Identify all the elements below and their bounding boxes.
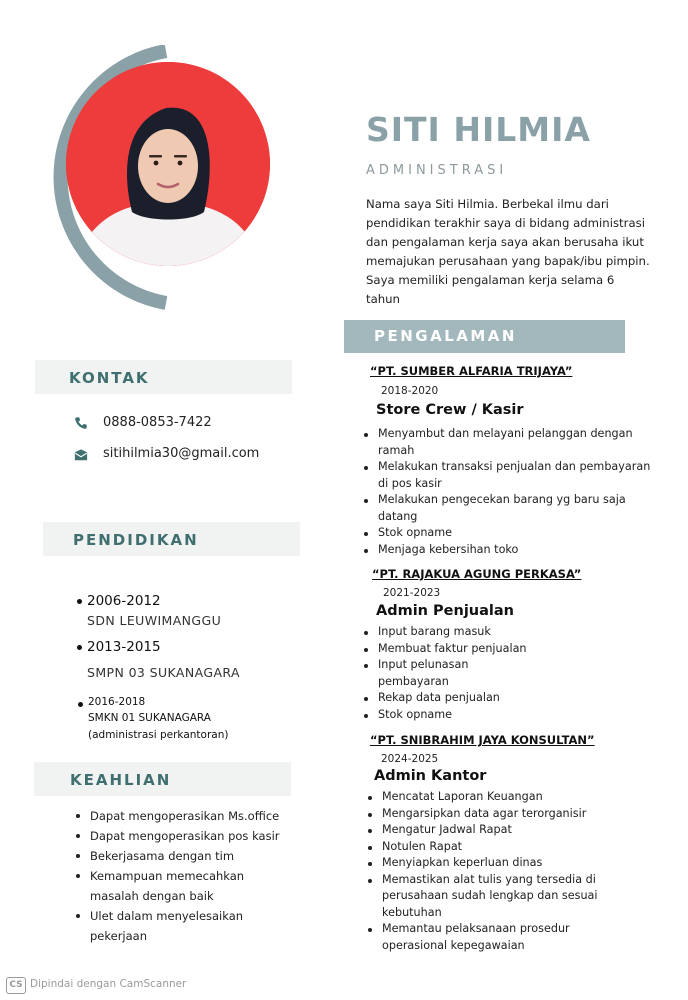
education-years: 2016-2018 bbox=[88, 696, 146, 708]
person-avatar-icon bbox=[66, 62, 270, 266]
profile-photo bbox=[66, 62, 270, 266]
skills-list bbox=[74, 806, 289, 946]
bullet-dot bbox=[77, 645, 82, 650]
job-years: 2024-2025 bbox=[381, 753, 439, 765]
education-note: (administrasi perkantoran) bbox=[88, 729, 229, 741]
job-task: Notulen Rapat bbox=[366, 839, 636, 856]
footer-text: Dipindai dengan CamScanner bbox=[30, 978, 187, 990]
job-position: Admin Kantor bbox=[374, 768, 487, 784]
candidate-name: SITI HILMIA bbox=[366, 110, 591, 149]
job-task: Mencatat Laporan Keuangan bbox=[366, 789, 636, 806]
contact-heading: KONTAK bbox=[69, 369, 150, 387]
candidate-role: ADMINISTRASI bbox=[366, 163, 508, 178]
contact-section-header bbox=[35, 360, 292, 394]
job-task-list bbox=[366, 789, 636, 954]
job-task-list bbox=[362, 624, 652, 723]
skills-section-header bbox=[34, 762, 291, 796]
contact-email: sitihilmia30@gmail.com bbox=[103, 446, 260, 461]
experience-heading: PENGALAMAN bbox=[374, 327, 517, 345]
job-task: Melakukan transaksi penjualan dan pembayaran di pos kasir bbox=[362, 459, 652, 492]
job-task: Membuat faktur penjualan bbox=[362, 641, 652, 658]
job-company: “PT. SUMBER ALFARIA TRIJAYA” bbox=[370, 364, 573, 378]
job-task: Stok opname bbox=[362, 707, 652, 724]
job-task: Input barang masuk bbox=[362, 624, 652, 641]
skill-item: Kemampuan memecahkan masalah dengan baik bbox=[74, 866, 289, 906]
job-task-list bbox=[362, 426, 652, 558]
job-position: Admin Penjualan bbox=[376, 603, 514, 619]
education-years: 2006-2012 bbox=[87, 593, 161, 609]
job-task: Mengatur Jadwal Rapat bbox=[366, 822, 636, 839]
bullet-dot bbox=[77, 599, 82, 604]
camscanner-logo: CS bbox=[6, 977, 26, 994]
about-text: Nama saya Siti Hilmia. Berbekal ilmu dari pendidikan terakhir saya di bidang administrasi dan pengalaman kerja saya akan berusaha ikut memajukan perusahaan yang bapak/ibu pimpin. Saya memiliki pengalaman kerja selama 6 tahun bbox=[366, 197, 650, 306]
job-task: Menyiapkan keperluan dinas bbox=[366, 855, 636, 872]
education-years: 2013-2015 bbox=[87, 639, 161, 655]
education-heading: PENDIDIKAN bbox=[73, 531, 199, 549]
job-years: 2018-2020 bbox=[381, 385, 439, 397]
contact-phone: 0888-0853-7422 bbox=[103, 415, 212, 430]
education-school: SMKN 01 SUKANAGARA bbox=[88, 712, 211, 724]
job-task: Rekap data penjualan bbox=[362, 690, 652, 707]
skill-item: Dapat mengoperasikan Ms.office bbox=[74, 806, 289, 826]
phone-icon bbox=[74, 416, 88, 430]
skills-heading: KEAHLIAN bbox=[70, 771, 172, 789]
education-section-header bbox=[43, 522, 300, 556]
job-task: Memastikan alat tulis yang tersedia di perusahaan sudah lengkap dan sesuai kebutuhan bbox=[366, 872, 636, 922]
job-company: “PT. SNIBRAHIM JAYA KONSULTAN” bbox=[370, 733, 595, 747]
job-task: Memantau pelaksanaan prosedur operasional kepegawaian bbox=[366, 921, 636, 954]
email-icon bbox=[74, 448, 88, 462]
bullet-dot bbox=[78, 702, 83, 707]
education-school: SDN LEUWIMANGGU bbox=[87, 613, 222, 628]
job-task: Input pelunasan pembayaran bbox=[362, 657, 488, 690]
job-task: Melakukan pengecekan barang yg baru saja datang bbox=[362, 492, 652, 525]
experience-section-header bbox=[344, 320, 625, 353]
education-school: SMPN 03 SUKANAGARA bbox=[87, 665, 240, 680]
skill-item: Ulet dalam menyelesaikan pekerjaan bbox=[74, 906, 289, 946]
job-years: 2021-2023 bbox=[383, 587, 441, 599]
skill-item: Dapat mengoperasikan pos kasir bbox=[74, 826, 289, 846]
job-company: “PT. RAJAKUA AGUNG PERKASA” bbox=[372, 567, 582, 581]
skill-item: Bekerjasama dengan tim bbox=[74, 846, 289, 866]
job-task: Menjaga kebersihan toko bbox=[362, 542, 652, 559]
job-task: Stok opname bbox=[362, 525, 652, 542]
job-position: Store Crew / Kasir bbox=[376, 402, 524, 418]
job-task: Mengarsipkan data agar terorganisir bbox=[366, 806, 636, 823]
job-task: Menyambut dan melayani pelanggan dengan ramah bbox=[362, 426, 652, 459]
